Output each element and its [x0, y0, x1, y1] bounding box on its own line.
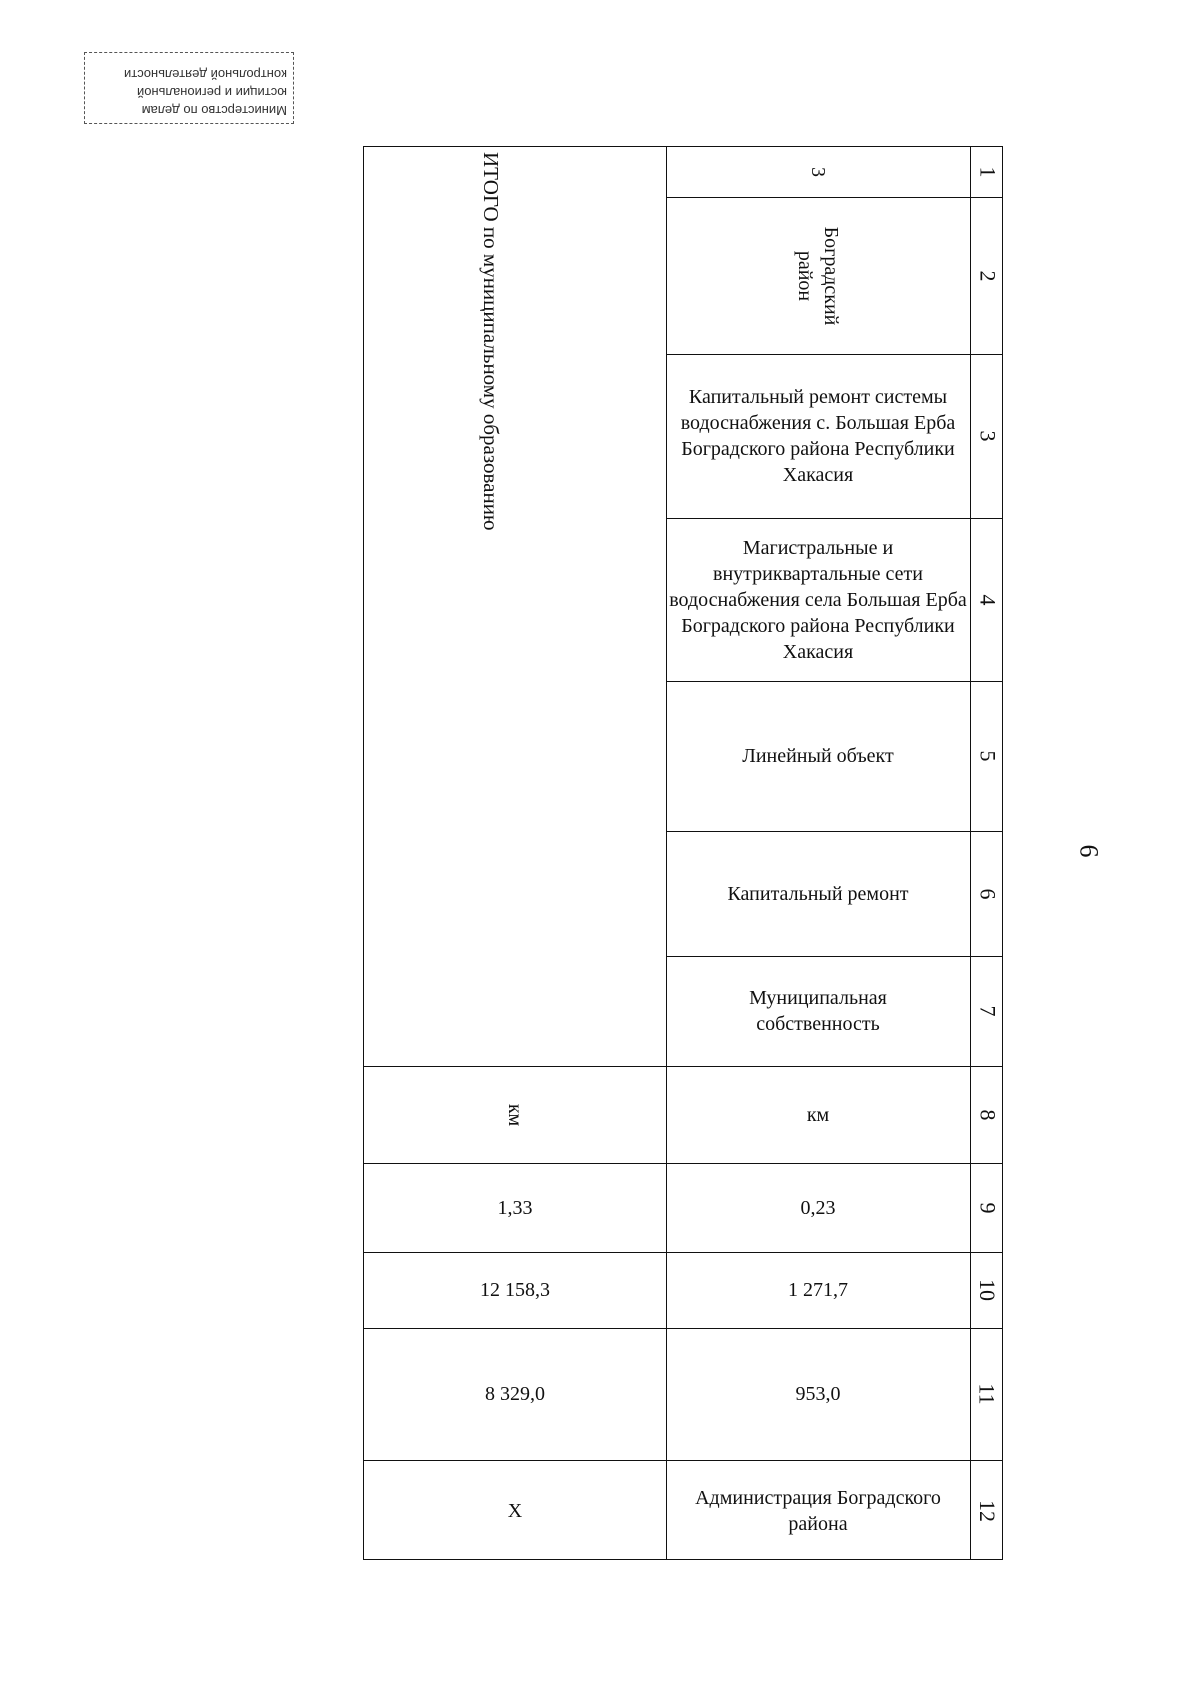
total-cost-sum-cell: 12 158,3 — [480, 1279, 550, 1301]
registration-stamp — [84, 52, 294, 124]
column-number-11: 11 — [975, 1383, 1000, 1405]
column-number-7: 7 — [975, 1005, 1000, 1017]
row-number-cell: 3 — [807, 167, 829, 177]
stamp-line-2: юстиции и региональной — [136, 85, 287, 100]
column-number-6: 6 — [975, 888, 1000, 899]
column-number-5: 5 — [975, 750, 1000, 762]
total-funding-cell: 8 329,0 — [485, 1383, 545, 1405]
total-capacity-cell: 1,33 — [497, 1196, 533, 1219]
column-number-9: 9 — [975, 1202, 1000, 1213]
funding-cell: 953,0 — [795, 1383, 841, 1405]
column-number-10: 10 — [975, 1279, 1000, 1301]
column-number-3: 3 — [975, 430, 1000, 442]
customer-cell: Администрация Боградского района — [695, 1486, 941, 1535]
column-number-8: 8 — [975, 1109, 1000, 1120]
total-customer-cell: Х — [507, 1499, 523, 1522]
object-name-cell: Магистральные и внутриквартальные сети водоснабжения села Большая Ерба Боградского района Республики Хакасия — [669, 536, 967, 663]
column-number-12: 12 — [975, 1499, 1000, 1522]
object-type-cell: Линейный объект — [742, 745, 894, 767]
page-number: 6 — [1074, 844, 1104, 858]
work-type-cell: Капитальный ремонт — [727, 882, 909, 905]
stamp-line-3: контрольной деятельности — [124, 67, 287, 82]
data-table — [363, 146, 1003, 1560]
column-number-4: 4 — [975, 594, 1000, 605]
project-name-cell: Капитальный ремонт системы водоснабжения с. Большая Ерба Боградского района Республики Хакасия — [680, 386, 956, 486]
capacity-cell: 0,23 — [800, 1196, 836, 1219]
total-label: ИТОГО по муниципальному образованию — [479, 152, 503, 531]
column-number-1: 1 — [975, 166, 1000, 178]
column-number-2: 2 — [975, 270, 1000, 281]
stamp-line-1: Министерство по делам — [141, 103, 287, 118]
total-cost-cell: 1 271,7 — [788, 1279, 848, 1301]
district-cell: Боградский район — [794, 226, 842, 325]
total-unit-cell: км — [504, 1103, 526, 1126]
unit-cell: км — [806, 1103, 830, 1126]
ownership-cell: Муниципальная собственность — [749, 987, 887, 1035]
